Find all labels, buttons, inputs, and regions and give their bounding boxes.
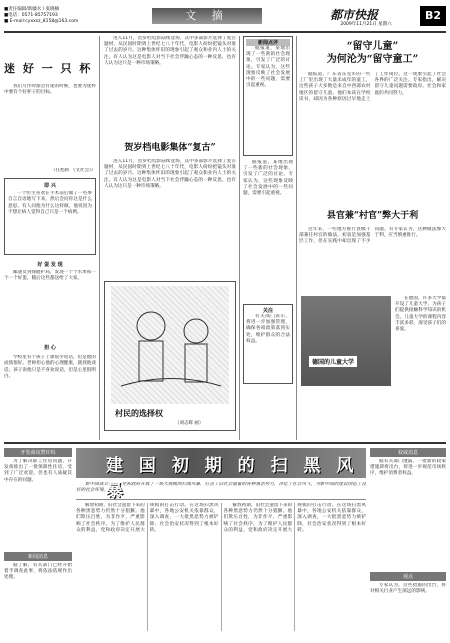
column-3 — [243, 36, 293, 440]
cartoon-box — [104, 281, 236, 431]
bottom-left — [4, 448, 72, 636]
column-2 — [104, 36, 236, 440]
paper-name: 都市快报 — [329, 8, 378, 22]
header-line: ■电话：0571-85757193 — [4, 13, 58, 18]
sub-body: 邮递员到保健护局，发现一个个水果和一个一个好蛋，随后这些都送给了大家。 — [4, 270, 96, 282]
author-line: （任旭新 《文社会》） — [50, 168, 96, 173]
header-editor-info — [4, 7, 114, 25]
header — [4, 4, 446, 30]
section-title: 文 摘 — [152, 8, 262, 24]
main-intro: 新中国成立初期，党和政府开展了一场大规模的扫黑风暴，打击了旧社会遗留的各种黑恶势力，净化了社会风气，为新中国的建设创造了良好的社会环境。 — [76, 482, 366, 500]
sub-body: 近年来，一些地方推行县级干部兼任村官的做法，初衷是加强基层工作，但在实践中却出现了不少问题。有专家认为，这种做法弊大于利，应当慎重推行。 — [299, 227, 446, 245]
news-box — [243, 304, 293, 384]
box-body: 据有关部门透露，一批新的政策措施即将出台，将进一步规范市场秩序，维护消费者权益。 — [370, 459, 446, 477]
section-rule — [4, 442, 446, 444]
title-line: “留守儿童” — [346, 41, 399, 52]
header-rule — [4, 31, 446, 33]
sub-title: 县官兼“村官”弊大于利 — [326, 211, 419, 221]
title-line: 为何沦为“留守童工” — [326, 54, 419, 65]
box-body: 据了解，有关部门已经开始着手调查此事，将依法依规作出处理。 — [4, 563, 72, 581]
photo-caption: 德国的儿童大学 — [309, 356, 357, 367]
article-body: 进入11月，贺岁档电影陆续登场，其中多部影片选择了复古题材，从民国时期到上世纪七八十年代，电影人纷纷把镜头对准了过去的岁月。这种集体怀旧的现象引起了观众和业内人士的关注。有人认为这是电影人对当下社会浮躁心态的一种反思，也有人认为这只是一种市场策略。 — [104, 159, 236, 189]
box-title: 权威消息 — [370, 448, 446, 457]
header-date: 2009年11月21日 星期六 — [340, 22, 392, 27]
article-title — [299, 40, 446, 66]
column-4 — [299, 36, 446, 440]
box-title: 新闻点评 — [246, 39, 290, 46]
box-body: 有关部门表示，将进一步加强管理，确保各项政策落到实处，维护群众的合法权益。 — [246, 314, 290, 344]
page-number: B2 — [420, 6, 446, 26]
box-body: 专家认为，这些措施的出台，将对相关行业产生深远的影响。 — [370, 583, 446, 595]
cartoon-image — [111, 286, 229, 404]
box-title: 即 兴 — [44, 183, 56, 190]
article-body: 据报道，广东省东莞市的一些工厂里出现了大量未成年的童工，这些孩子大多数是来自中西部农村地区的留守儿童。他们本该在学校读书，却因为各种原因过早地走上了工作岗位。这一现象引起了社会各界的广泛关注。专家指出，解决留守儿童问题需要政府、社会和家庭的共同努力。 — [299, 72, 446, 102]
news-box — [243, 36, 293, 156]
article-title: 贺岁档电影集体“复古” — [124, 143, 216, 153]
box-title: 新闻消息 — [4, 552, 72, 561]
sub-body: 学校里有个孩子上课很少说话，但是他的成绩很好。老师担心他的心理健康，就找他谈话。孩子说他只是不喜欢说话，但是心里很明白。 — [4, 355, 96, 379]
cartoon-author: （刘志辉 画） — [175, 421, 204, 426]
box-body: 据报道，某地出现了一些新的社会现象，引发了广泛的讨论。专家认为，这些现象反映了社会发展中的一些问题，需要引起重视。 — [246, 46, 290, 89]
column-rule — [99, 36, 100, 440]
cartoon-drawing — [111, 286, 229, 404]
main-body: 解放初期，旧社会遗留下来的各种黑恶势力仍然十分猖獗。他们欺压百姓，为非作歹，严重影响了社会秩序。为了维护人民群众的利益，党和政府决定开展大规模的打击行动。在这场扫黑风暴中，各地公安机关依靠群众，深入调查，一大批黑恶势力被铲除，社会治安状况得到了根本好转。 解放初期，旧社会遗留下来的各种黑恶势力仍然十分猖獗。他们欺压百姓，为非作歹，严重影响了社会秩序。为了维护人民群众的利益，党和政府决定开展大规模的打击行动。在这场扫黑风暴中，各地公安机关依靠群众，深入调查，一大批黑恶势力被铲除，社会治安状况得到了根本好转。 — [76, 503, 366, 533]
bottom-right — [370, 448, 446, 636]
column-text: 据报道，某地出现了一些新的社会现象，引发了广泛的讨论。专家认为，这些现象反映了社会发展中的一些问题，需要引起重视。 — [243, 160, 293, 197]
main-article — [76, 448, 366, 636]
article-title: 迷 好 一 只 杯 — [4, 62, 93, 75]
column-rule — [296, 36, 297, 440]
box-title: 关注 — [262, 308, 273, 314]
box-body: 为了解决职工住房问题，开发商推出了一批保障性住房，受到了广泛欢迎。但也有人质疑其中存在的问题。 — [4, 459, 72, 483]
cartoon-caption: 村民的选择权 — [115, 408, 163, 418]
main-title: 建 国 初 期 的 扫 黑 风 暴 — [106, 456, 359, 501]
article-body: 我们写作时都会有迷的时候，也要为迷杯中要有个好杯子的目标。 — [4, 84, 96, 96]
box-title: 开发商该赞许吗 — [4, 448, 72, 457]
intro-text: 进入11月，贺岁档电影陆续登场，其中多部影片选择了复古题材，从民国时期到上世纪七八十年代，电影人纷纷把镜头对准了过去的岁月。这种集体怀旧的现象引起了观众和业内人士的关注。有人认为这是电影人对当下社会浮躁心态的一种反思，也有人认为这只是一种市场策略。 — [104, 36, 236, 66]
column-rule — [239, 36, 240, 440]
box-title: 观点 — [370, 572, 446, 581]
header-line: ■责任编辑/新疆水 / 张晓楠 — [4, 7, 60, 12]
header-line: ■ E-mail:cyxxsz_8158@163.com — [4, 19, 79, 24]
photo-text: 在德国，许多大学都开设了儿童大学，为孩子们提供接触科学知识的机会。儿童大学的课程内容丰富多彩，深受孩子们的喜爱。 — [395, 296, 446, 333]
sidebar-box — [4, 178, 96, 255]
sub-title: 好 蛋 发 现 — [37, 262, 63, 269]
photo — [301, 296, 391, 386]
column-1 — [4, 36, 96, 440]
sub-title: 担 心 — [44, 345, 56, 352]
box-body: 一个医生喜欢在手术前后做了一些事自言自语地写下来，然后会问你这是什么意思。有人问他为什么这样做，他说因为不想让病人觉得自己只是一个病例。 — [8, 191, 92, 215]
